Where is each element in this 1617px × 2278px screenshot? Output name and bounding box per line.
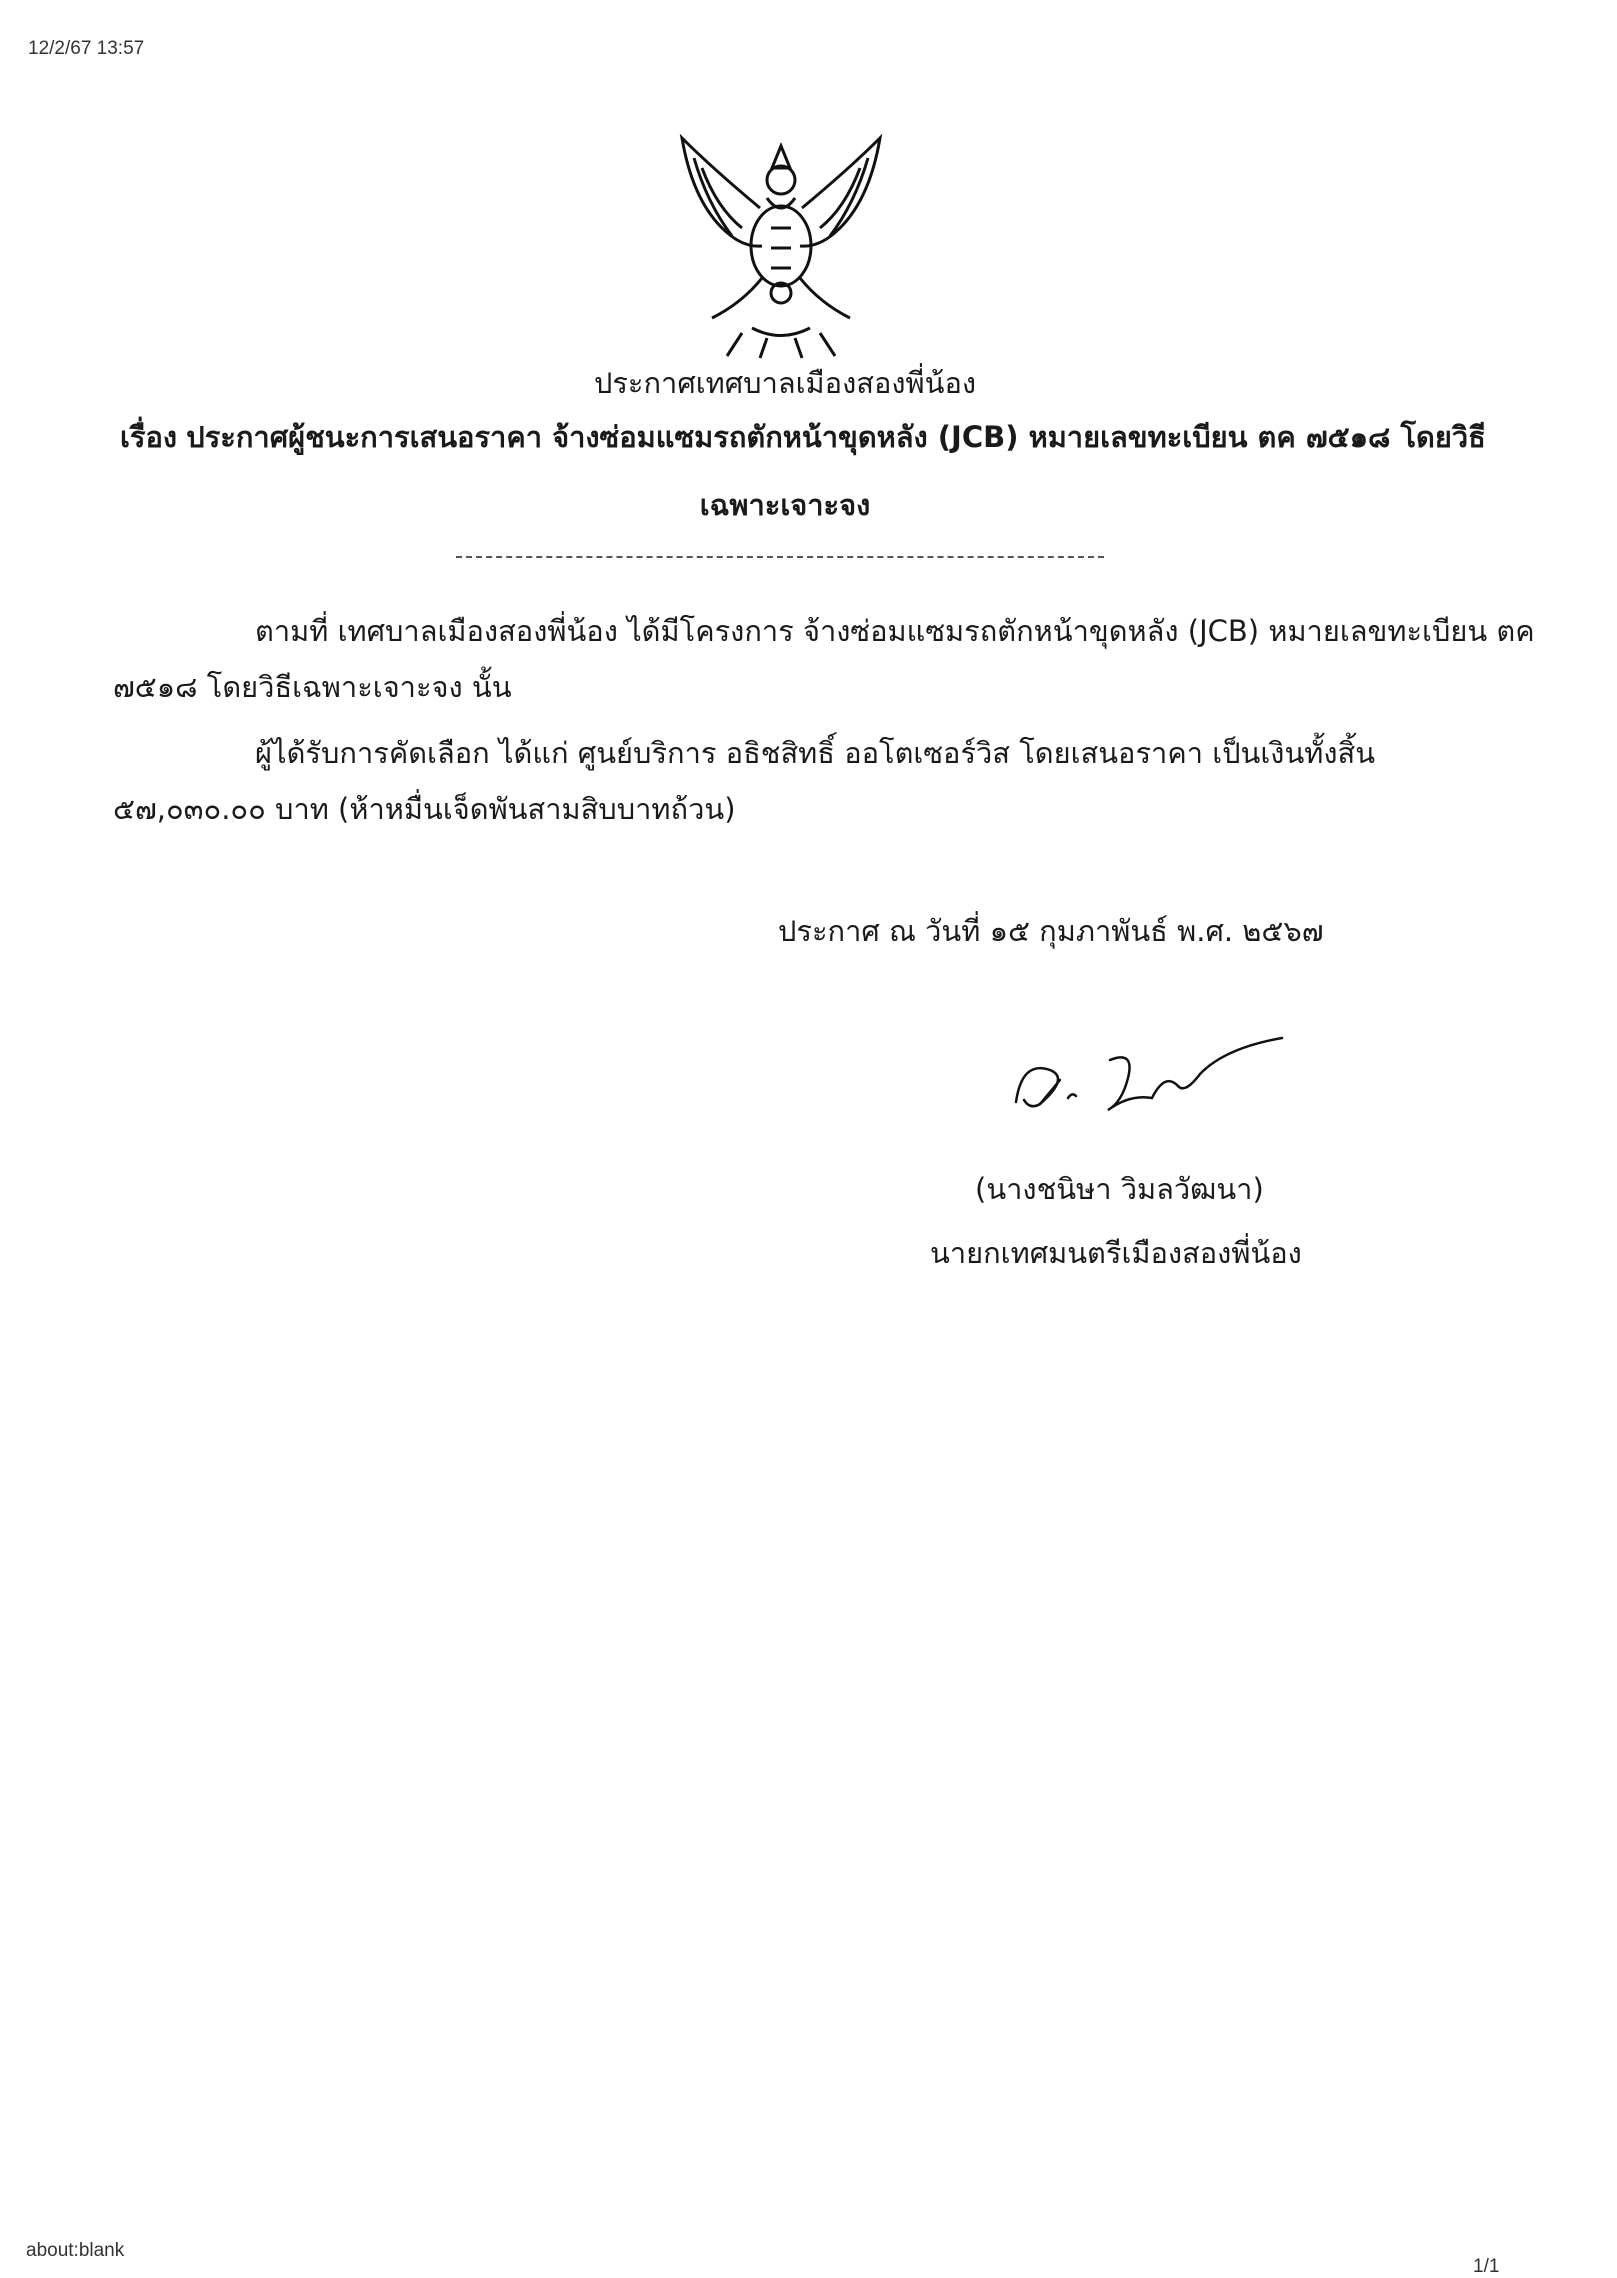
subject-text: ประกาศผู้ชนะการเสนอราคา จ้างซ่อมแซมรถตักหน้าขุดหลัง (JCB) หมายเลขทะเบียน ตค ๗๕๑๘ โดยวิธี — [186, 420, 1486, 454]
signer-name: (นางชนิษา วิมลวัฒนา) — [975, 1172, 1264, 1206]
subject-line-1 — [120, 420, 1486, 455]
print-footer-page: 1/1 — [1473, 2256, 1500, 2277]
print-timestamp: 12/2/67 13:57 — [28, 38, 145, 59]
paragraph-1-line-1: ตามที่ เทศบาลเมืองสองพี่น้อง ได้มีโครงการ จ้างซ่อมแซมรถตักหน้าขุดหลัง (JCB) หมายเลขทะเบียน ตค — [255, 614, 1535, 648]
signer-position: นายกเทศมนตรีเมืองสองพี่น้อง — [930, 1236, 1302, 1270]
paragraph-1-line-2: ๗๕๑๘ โดยวิธีเฉพาะเจาะจง นั้น — [113, 670, 512, 704]
paragraph-2-line-2: ๕๗,๐๓๐.๐๐ บาท (ห้าหมื่นเจ็ดพันสามสิบบาทถ้วน) — [113, 792, 736, 826]
separator-line — [456, 556, 1104, 558]
garuda-seal-icon — [672, 128, 890, 360]
paragraph-2-line-1: ผู้ได้รับการคัดเลือก ได้แก่ ศูนย์บริการ อธิชสิทธิ์ ออโตเซอร์วิส โดยเสนอราคา เป็นเงินทั้งสิ้น — [255, 736, 1376, 770]
subject-label: เรื่อง — [120, 420, 178, 454]
handwritten-signature — [1010, 1030, 1290, 1130]
subject-line-2: เฉพาะเจาะจง — [699, 488, 871, 522]
document-title: ประกาศเทศบาลเมืองสองพี่น้อง — [593, 366, 977, 400]
announcement-date: ประกาศ ณ วันที่ ๑๕ กุมภาพันธ์ พ.ศ. ๒๕๖๗ — [778, 914, 1324, 948]
print-footer-url: about:blank — [26, 2240, 125, 2261]
